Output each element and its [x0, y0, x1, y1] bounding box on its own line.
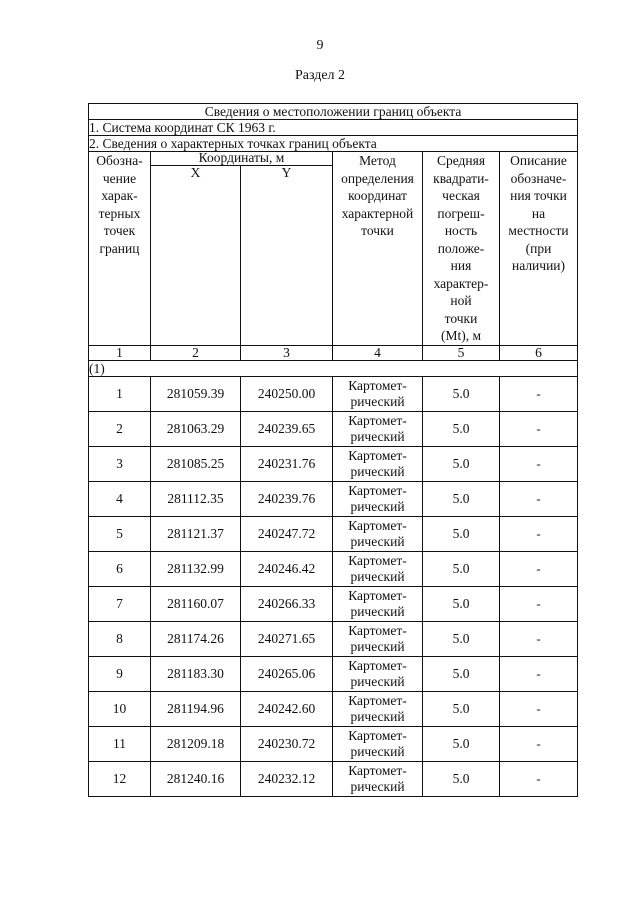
method-line: Картомет-: [348, 727, 407, 743]
points-heading-row: [89, 136, 578, 152]
method-line: Картомет-: [348, 412, 407, 428]
y-value: 240246.42: [241, 551, 333, 586]
method-line: Картомет-: [348, 622, 407, 638]
description: -: [500, 516, 578, 551]
header-line: определения: [341, 170, 414, 186]
point-number: 7: [89, 586, 151, 621]
table-title: Сведения о местоположении границ объекта: [89, 104, 578, 120]
method-line: Картомет-: [348, 517, 407, 533]
x-value: 281209.18: [151, 726, 241, 761]
point-number: 12: [89, 761, 151, 796]
point-number: 3: [89, 446, 151, 481]
table-row: [89, 621, 578, 656]
accuracy-value: 5.0: [423, 481, 500, 516]
point-number: 1: [89, 376, 151, 411]
header-line: (при: [525, 240, 552, 256]
header-line: (Mt), м: [440, 328, 482, 343]
description: -: [500, 481, 578, 516]
method-line: Картомет-: [348, 552, 407, 568]
table-row: [89, 411, 578, 446]
header-line: наличии): [511, 258, 566, 273]
column-number: 3: [241, 345, 333, 360]
method-line: рический: [350, 778, 405, 794]
header-line: Средняя: [436, 153, 486, 168]
header-row: [89, 152, 578, 166]
y-value: 240265.06: [241, 656, 333, 691]
accuracy-value: 5.0: [423, 376, 500, 411]
y-header: Y: [241, 166, 333, 345]
y-value: 240230.72: [241, 726, 333, 761]
page-number: 9: [316, 38, 324, 53]
point-number: 6: [89, 551, 151, 586]
method-line: рический: [350, 533, 405, 549]
accuracy-value: 5.0: [423, 761, 500, 796]
method-line: рический: [350, 393, 405, 409]
header-line: местности: [508, 223, 569, 238]
y-value: 240239.65: [241, 411, 333, 446]
point-number: 4: [89, 481, 151, 516]
accuracy-value: 5.0: [423, 586, 500, 621]
point-number: 5: [89, 516, 151, 551]
table-title-row: [89, 104, 578, 120]
description: -: [500, 761, 578, 796]
table-row: [89, 376, 578, 411]
header-line: ной: [450, 293, 472, 308]
accuracy-value: 5.0: [423, 551, 500, 586]
table-row: [89, 586, 578, 621]
method: [333, 551, 423, 586]
accuracy-value: 5.0: [423, 726, 500, 761]
description: -: [500, 691, 578, 726]
header-line: границ: [99, 240, 140, 256]
method: [333, 621, 423, 656]
x-value: 281063.29: [151, 411, 241, 446]
method-line: Картомет-: [348, 447, 407, 463]
method-line: рический: [350, 428, 405, 444]
y-value: 240232.12: [241, 761, 333, 796]
point-number: 8: [89, 621, 151, 656]
method-line: Картомет-: [348, 692, 407, 708]
method-header: [333, 152, 423, 346]
x-value: 281132.99: [151, 551, 241, 586]
method-line: Картомет-: [348, 657, 407, 673]
header-line: Обозна-: [96, 153, 143, 168]
header-line: на: [531, 205, 546, 221]
method-line: рический: [350, 603, 405, 619]
x-value: 281112.35: [151, 481, 241, 516]
data-rows: [89, 376, 578, 796]
header-line: ния точки: [510, 188, 567, 203]
header-line: чение: [102, 170, 137, 186]
y-value: 240239.76: [241, 481, 333, 516]
method-line: Картомет-: [348, 762, 407, 778]
y-value: 240242.60: [241, 691, 333, 726]
x-value: 281174.26: [151, 621, 241, 656]
method-line: рический: [350, 463, 405, 479]
column-number: 5: [423, 345, 500, 360]
designation-header: [89, 152, 151, 346]
description: -: [500, 621, 578, 656]
method-line: Картомет-: [348, 482, 407, 498]
points-heading: 2. Сведения о характерных точках границ объекта: [89, 136, 578, 152]
column-number: 6: [500, 345, 578, 360]
accuracy-header: [423, 152, 500, 346]
accuracy-value: 5.0: [423, 516, 500, 551]
accuracy-value: 5.0: [423, 691, 500, 726]
table-row: [89, 551, 578, 586]
header-line: характер-: [433, 275, 489, 291]
x-value: 281085.25: [151, 446, 241, 481]
description: -: [500, 446, 578, 481]
point-number: 2: [89, 411, 151, 446]
coord-system: 1. Система координат СК 1963 г.: [89, 120, 578, 136]
description: -: [500, 586, 578, 621]
description: -: [500, 656, 578, 691]
header-line: обозначе-: [510, 170, 567, 186]
header-line: ческая: [442, 188, 480, 203]
header-line: терных: [98, 205, 141, 221]
header-line: ния: [450, 258, 472, 273]
group-label: (1): [89, 360, 578, 376]
header-line: харак-: [101, 188, 138, 203]
table-row: [89, 761, 578, 796]
group-row: [89, 360, 578, 376]
column-number: 1: [89, 345, 151, 360]
x-header: X: [151, 166, 241, 345]
method: [333, 481, 423, 516]
accuracy-value: 5.0: [423, 621, 500, 656]
x-value: 281183.30: [151, 656, 241, 691]
method: [333, 761, 423, 796]
table-row: [89, 446, 578, 481]
table-row: [89, 516, 578, 551]
y-value: 240271.65: [241, 621, 333, 656]
method: [333, 691, 423, 726]
header-line: Метод: [359, 153, 396, 168]
method-line: Картомет-: [348, 377, 407, 393]
method-line: Картомет-: [348, 587, 407, 603]
boundary-points-table: [88, 103, 578, 797]
method-line: рический: [350, 498, 405, 514]
column-number: 4: [333, 345, 423, 360]
column-number-row: [89, 345, 578, 360]
description-header: [500, 152, 578, 346]
method: [333, 726, 423, 761]
table-row: [89, 656, 578, 691]
x-value: 281194.96: [151, 691, 241, 726]
header-line: точки: [444, 310, 478, 326]
x-value: 281240.16: [151, 761, 241, 796]
method-line: рический: [350, 568, 405, 584]
method: [333, 586, 423, 621]
y-value: 240266.33: [241, 586, 333, 621]
accuracy-value: 5.0: [423, 446, 500, 481]
header-line: точек: [103, 223, 136, 238]
coord-system-row: [89, 120, 578, 136]
header-line: квадрати-: [433, 170, 489, 186]
coordinates-header: Координаты, м: [151, 152, 333, 166]
x-value: 281059.39: [151, 376, 241, 411]
method-line: рический: [350, 673, 405, 689]
method-line: рический: [350, 743, 405, 759]
column-number: 2: [151, 345, 241, 360]
x-value: 281160.07: [151, 586, 241, 621]
description: -: [500, 411, 578, 446]
point-number: 10: [89, 691, 151, 726]
header-line: погреш-: [437, 205, 485, 221]
y-value: 240231.76: [241, 446, 333, 481]
header-line: положе-: [437, 240, 485, 256]
point-number: 11: [89, 726, 151, 761]
table-row: [89, 726, 578, 761]
method: [333, 446, 423, 481]
x-value: 281121.37: [151, 516, 241, 551]
description: -: [500, 551, 578, 586]
method: [333, 656, 423, 691]
y-value: 240247.72: [241, 516, 333, 551]
description: -: [500, 726, 578, 761]
table-row: [89, 691, 578, 726]
accuracy-value: 5.0: [423, 411, 500, 446]
header-line: точки: [361, 223, 394, 238]
header-line: Описание: [510, 153, 567, 168]
header-line: ность: [444, 223, 478, 238]
method: [333, 516, 423, 551]
description: -: [500, 376, 578, 411]
header-line: координат: [348, 188, 407, 203]
header-line: характерной: [341, 205, 414, 221]
accuracy-value: 5.0: [423, 656, 500, 691]
point-number: 9: [89, 656, 151, 691]
method: [333, 411, 423, 446]
method: [333, 376, 423, 411]
y-value: 240250.00: [241, 376, 333, 411]
method-line: рический: [350, 638, 405, 654]
method-line: рический: [350, 708, 405, 724]
table-row: [89, 481, 578, 516]
section-title: Раздел 2: [294, 68, 346, 83]
